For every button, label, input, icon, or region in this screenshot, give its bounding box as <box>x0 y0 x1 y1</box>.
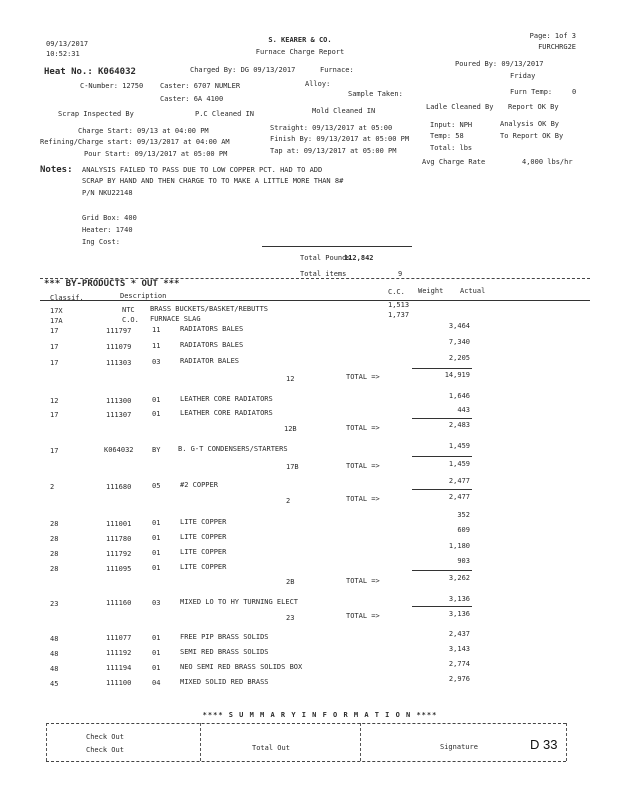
row-item: 111077 <box>106 634 132 642</box>
group-total-label: TOTAL => <box>346 495 380 503</box>
byproduct-2-code: C.O. <box>122 316 139 324</box>
row-class: 17 <box>50 411 59 419</box>
row-ct: 01 <box>152 564 161 572</box>
row-ct: BY <box>152 446 161 454</box>
row-item: 111192 <box>106 649 132 657</box>
scrap-inspected: Scrap Inspected By <box>58 110 134 118</box>
row-item: 111792 <box>106 550 132 558</box>
row-item: 111797 <box>106 327 132 335</box>
col-actual: Actual <box>460 287 486 295</box>
summary-title: **** S U M M A R Y I N F O R M A T I O N **** <box>202 711 438 719</box>
byproduct-2-class: 17A <box>50 317 63 325</box>
col-description: Description <box>120 292 167 300</box>
customer-number: C-Number: 12750 <box>80 82 144 90</box>
group-total: 2,483 <box>448 421 470 429</box>
total-items-label: Total items <box>300 270 347 278</box>
row-weight: 3,464 <box>448 322 470 330</box>
day: Friday <box>510 72 536 80</box>
group-code: 2B <box>286 578 295 586</box>
group-total-label: TOTAL => <box>346 577 380 585</box>
notes-line-2: SCRAP BY HAND AND THEN CHARGE TO TO MAKE A LITTLE MORE THAN 8# <box>82 177 344 185</box>
row-ct: 03 <box>152 358 161 366</box>
row-ct: 11 <box>152 326 161 334</box>
row-weight: 352 <box>457 511 470 519</box>
byproduct-1-weight: 1,513 <box>388 301 410 309</box>
heat-label: Heat No.: <box>44 67 93 77</box>
row-class: 28 <box>50 550 59 558</box>
row-ct: 05 <box>152 482 161 490</box>
analysis-ok: Analysis OK By <box>500 120 560 128</box>
row-desc: B. G-T CONDENSERS/STARTERS <box>178 445 288 453</box>
group-code: 12B <box>284 425 297 433</box>
total-pounds-value: 112,842 <box>344 254 374 262</box>
notes-line-3: P/N NKU22148 <box>82 189 133 197</box>
pour-start: Pour Start: 09/13/2017 at 05:00 PM <box>84 150 228 158</box>
report-date: 09/13/2017 <box>46 40 89 48</box>
row-class: 17 <box>50 447 59 455</box>
company-name: S. KEARER & CO. <box>268 36 332 44</box>
row-ct: 01 <box>152 649 161 657</box>
report-code: FURCHRG2E <box>538 43 576 51</box>
row-weight: 2,976 <box>448 675 470 683</box>
byproduct-2-desc: FURNACE SLAG <box>150 315 201 323</box>
row-weight: 3,136 <box>448 595 470 603</box>
group-code: 23 <box>286 614 295 622</box>
row-item: 111780 <box>106 535 132 543</box>
col-weight: Weight <box>418 287 444 295</box>
header-rule <box>40 300 590 301</box>
heat-number: K064032 <box>98 67 136 77</box>
row-ct: 01 <box>152 519 161 527</box>
row-ct: 01 <box>152 396 161 404</box>
furnace-temp: Furn Temp: <box>510 88 553 96</box>
refining-start: Refining/Charge start: 09/13/2017 at 04:00 AM <box>40 138 230 146</box>
row-weight: 903 <box>457 557 470 565</box>
row-ct: 04 <box>152 679 161 687</box>
furnace: Furnace: <box>320 66 354 74</box>
row-class: 48 <box>50 665 59 673</box>
row-item: 111194 <box>106 664 132 672</box>
straight: Straight: 09/13/2017 at 05:00 <box>270 124 393 132</box>
row-desc: LITE COPPER <box>180 563 227 571</box>
group-total: 1,459 <box>448 460 470 468</box>
notes-line-1: ANALYSIS FAILED TO PASS DUE TO LOW COPPER PCT. HAD TO ADD <box>82 166 323 174</box>
mold-cleaned: Mold Cleaned IN <box>312 107 376 115</box>
row-weight: 2,774 <box>448 660 470 668</box>
row-weight: 1,646 <box>448 392 470 400</box>
row-desc: LEATHER CORE RADIATORS <box>180 409 273 417</box>
group-total-label: TOTAL => <box>346 612 380 620</box>
row-item: 111300 <box>106 397 132 405</box>
row-ct: 01 <box>152 534 161 542</box>
row-weight: 1,180 <box>448 542 470 550</box>
total-rule <box>262 246 412 247</box>
row-desc: LITE COPPER <box>180 518 227 526</box>
summary-divider <box>360 723 361 761</box>
row-ct: 01 <box>152 410 161 418</box>
group-total-label: TOTAL => <box>346 373 380 381</box>
row-class: 17 <box>50 359 59 367</box>
row-desc: LITE COPPER <box>180 548 227 556</box>
row-desc: FREE PIP BRASS SOLIDS <box>180 633 269 641</box>
group-code: 12 <box>286 375 295 383</box>
group-code: 17B <box>286 463 299 471</box>
row-desc: RADIATORS BALES <box>180 341 244 349</box>
summary-top-border <box>46 723 566 724</box>
furnace-temp-value: 0 <box>572 88 577 96</box>
byproduct-1-desc: BRASS BUCKETS/BASKET/REBUTTS <box>150 305 269 313</box>
group-code: 2 <box>286 497 291 505</box>
row-weight: 609 <box>457 526 470 534</box>
row-class: 48 <box>50 635 59 643</box>
row-weight: 2,205 <box>448 354 470 362</box>
group-total: 3,262 <box>448 574 470 582</box>
ladle-cleaned: Ladle Cleaned By <box>426 103 494 111</box>
row-ct: 01 <box>152 549 161 557</box>
row-class: 28 <box>50 520 59 528</box>
row-item: 111680 <box>106 483 132 491</box>
row-desc: RADIATOR BALES <box>180 357 240 365</box>
charge-start: Charge Start: 09/13 at 04:00 PM <box>78 127 209 135</box>
row-item: 111303 <box>106 359 132 367</box>
summary-cell-3: Total Out <box>252 744 290 752</box>
row-weight: 1,459 <box>448 442 470 450</box>
row-weight: 443 <box>457 406 470 414</box>
total-rule <box>412 489 472 490</box>
row-class: 17 <box>50 327 59 335</box>
row-weight: 3,143 <box>448 645 470 653</box>
row-item: 111079 <box>106 343 132 351</box>
report-ok: Report OK By <box>508 103 559 111</box>
finish-by: Finish By: 09/13/2017 at 05:00 PM <box>270 135 410 143</box>
row-class: 28 <box>50 565 59 573</box>
row-class: 2 <box>50 483 55 491</box>
summary-right-border <box>566 723 567 761</box>
to-report-ok: To Report OK By <box>500 132 564 140</box>
row-class: 17 <box>50 343 59 351</box>
grid-box: Grid Box: 400 <box>82 214 137 222</box>
row-desc: RADIATORS BALES <box>180 325 244 333</box>
group-total: 14,919 <box>444 371 470 379</box>
total-pounds-label: Total Pounds <box>300 254 351 262</box>
row-item: 111307 <box>106 411 132 419</box>
avg-charge-label: Avg Charge Rate <box>422 158 486 166</box>
heater: Heater: 1740 <box>82 226 133 234</box>
avg-charge-value: 4,000 lbs/hr <box>522 158 573 166</box>
row-desc: MIXED LO TO HY TURNING ELECT <box>180 598 299 606</box>
total-rule <box>412 606 472 607</box>
row-class: 12 <box>50 397 59 405</box>
row-class: 45 <box>50 680 59 688</box>
page-number: Page: 1of 3 <box>529 32 576 40</box>
summary-cell-4: Signature <box>440 743 478 751</box>
pc-cleaned: P.C Cleaned IN <box>195 110 255 118</box>
row-item: 111095 <box>106 565 132 573</box>
summary-cell-1: Check Out <box>86 733 124 741</box>
sample-taken: Sample Taken: <box>348 90 403 98</box>
total-rule <box>412 456 472 457</box>
summary-divider <box>200 723 201 761</box>
caster: Caster: 6707 NUMLER <box>160 82 241 90</box>
row-desc: #2 COPPER <box>180 481 218 489</box>
row-ct: 01 <box>152 634 161 642</box>
total-rule <box>412 570 472 571</box>
temp-2: Temp: 58 <box>430 132 464 140</box>
charged-by: Charged By: DG 09/13/2017 <box>190 66 296 74</box>
byproduct-1-code: NTC <box>122 306 135 314</box>
row-item: 111001 <box>106 520 132 528</box>
report-time: 10:52:31 <box>46 50 80 58</box>
row-item: K064032 <box>104 446 134 454</box>
ing-cost: Ing Cost: <box>82 238 120 246</box>
total-rule <box>412 418 472 419</box>
row-class: 28 <box>50 535 59 543</box>
summary-cell-2: Check Out <box>86 746 124 754</box>
group-total-label: TOTAL => <box>346 424 380 432</box>
document-id: D 33 <box>530 737 558 752</box>
col-classif: Classif. <box>50 294 84 302</box>
input: Input: NPH <box>430 121 473 129</box>
row-ct: 01 <box>152 664 161 672</box>
group-total-label: TOTAL => <box>346 462 380 470</box>
byproduct-2-weight: 1,737 <box>388 311 410 319</box>
row-class: 48 <box>50 650 59 658</box>
row-desc: LITE COPPER <box>180 533 227 541</box>
byproduct-1-class: 17X <box>50 307 63 315</box>
total-rule <box>412 368 472 369</box>
row-desc: MIXED SOLID RED BRASS <box>180 678 269 686</box>
row-weight: 7,340 <box>448 338 470 346</box>
total-items-value: 9 <box>398 270 403 278</box>
tap-at: Tap at: 09/13/2017 at 05:00 PM <box>270 147 397 155</box>
row-desc: NEO SEMI RED BRASS SOLIDS BOX <box>180 663 303 671</box>
total-pd: Total: lbs <box>430 144 473 152</box>
row-class: 23 <box>50 600 59 608</box>
row-desc: LEATHER CORE RADIATORS <box>180 395 273 403</box>
row-ct: 11 <box>152 342 161 350</box>
row-item: 111160 <box>106 599 132 607</box>
row-weight: 2,477 <box>448 477 470 485</box>
row-ct: 03 <box>152 599 161 607</box>
byproducts-title: *** BY-PRODUCTS * OUT *** <box>44 279 180 289</box>
poured-by: Poured By: 09/13/2017 <box>455 60 544 68</box>
summary-left-border <box>46 723 47 761</box>
row-weight: 2,437 <box>448 630 470 638</box>
group-total: 2,477 <box>448 493 470 501</box>
notes-label: Notes: <box>40 165 73 175</box>
alloy: Alloy: <box>305 80 331 88</box>
row-desc: SEMI RED BRASS SOLIDS <box>180 648 269 656</box>
col-cc: C.C. <box>388 288 405 296</box>
caster-2: Caster: 6A 4100 <box>160 95 224 103</box>
row-item: 111100 <box>106 679 132 687</box>
group-total: 3,136 <box>448 610 470 618</box>
summary-bottom-border <box>46 761 566 762</box>
report-title: Furnace Charge Report <box>255 48 345 56</box>
